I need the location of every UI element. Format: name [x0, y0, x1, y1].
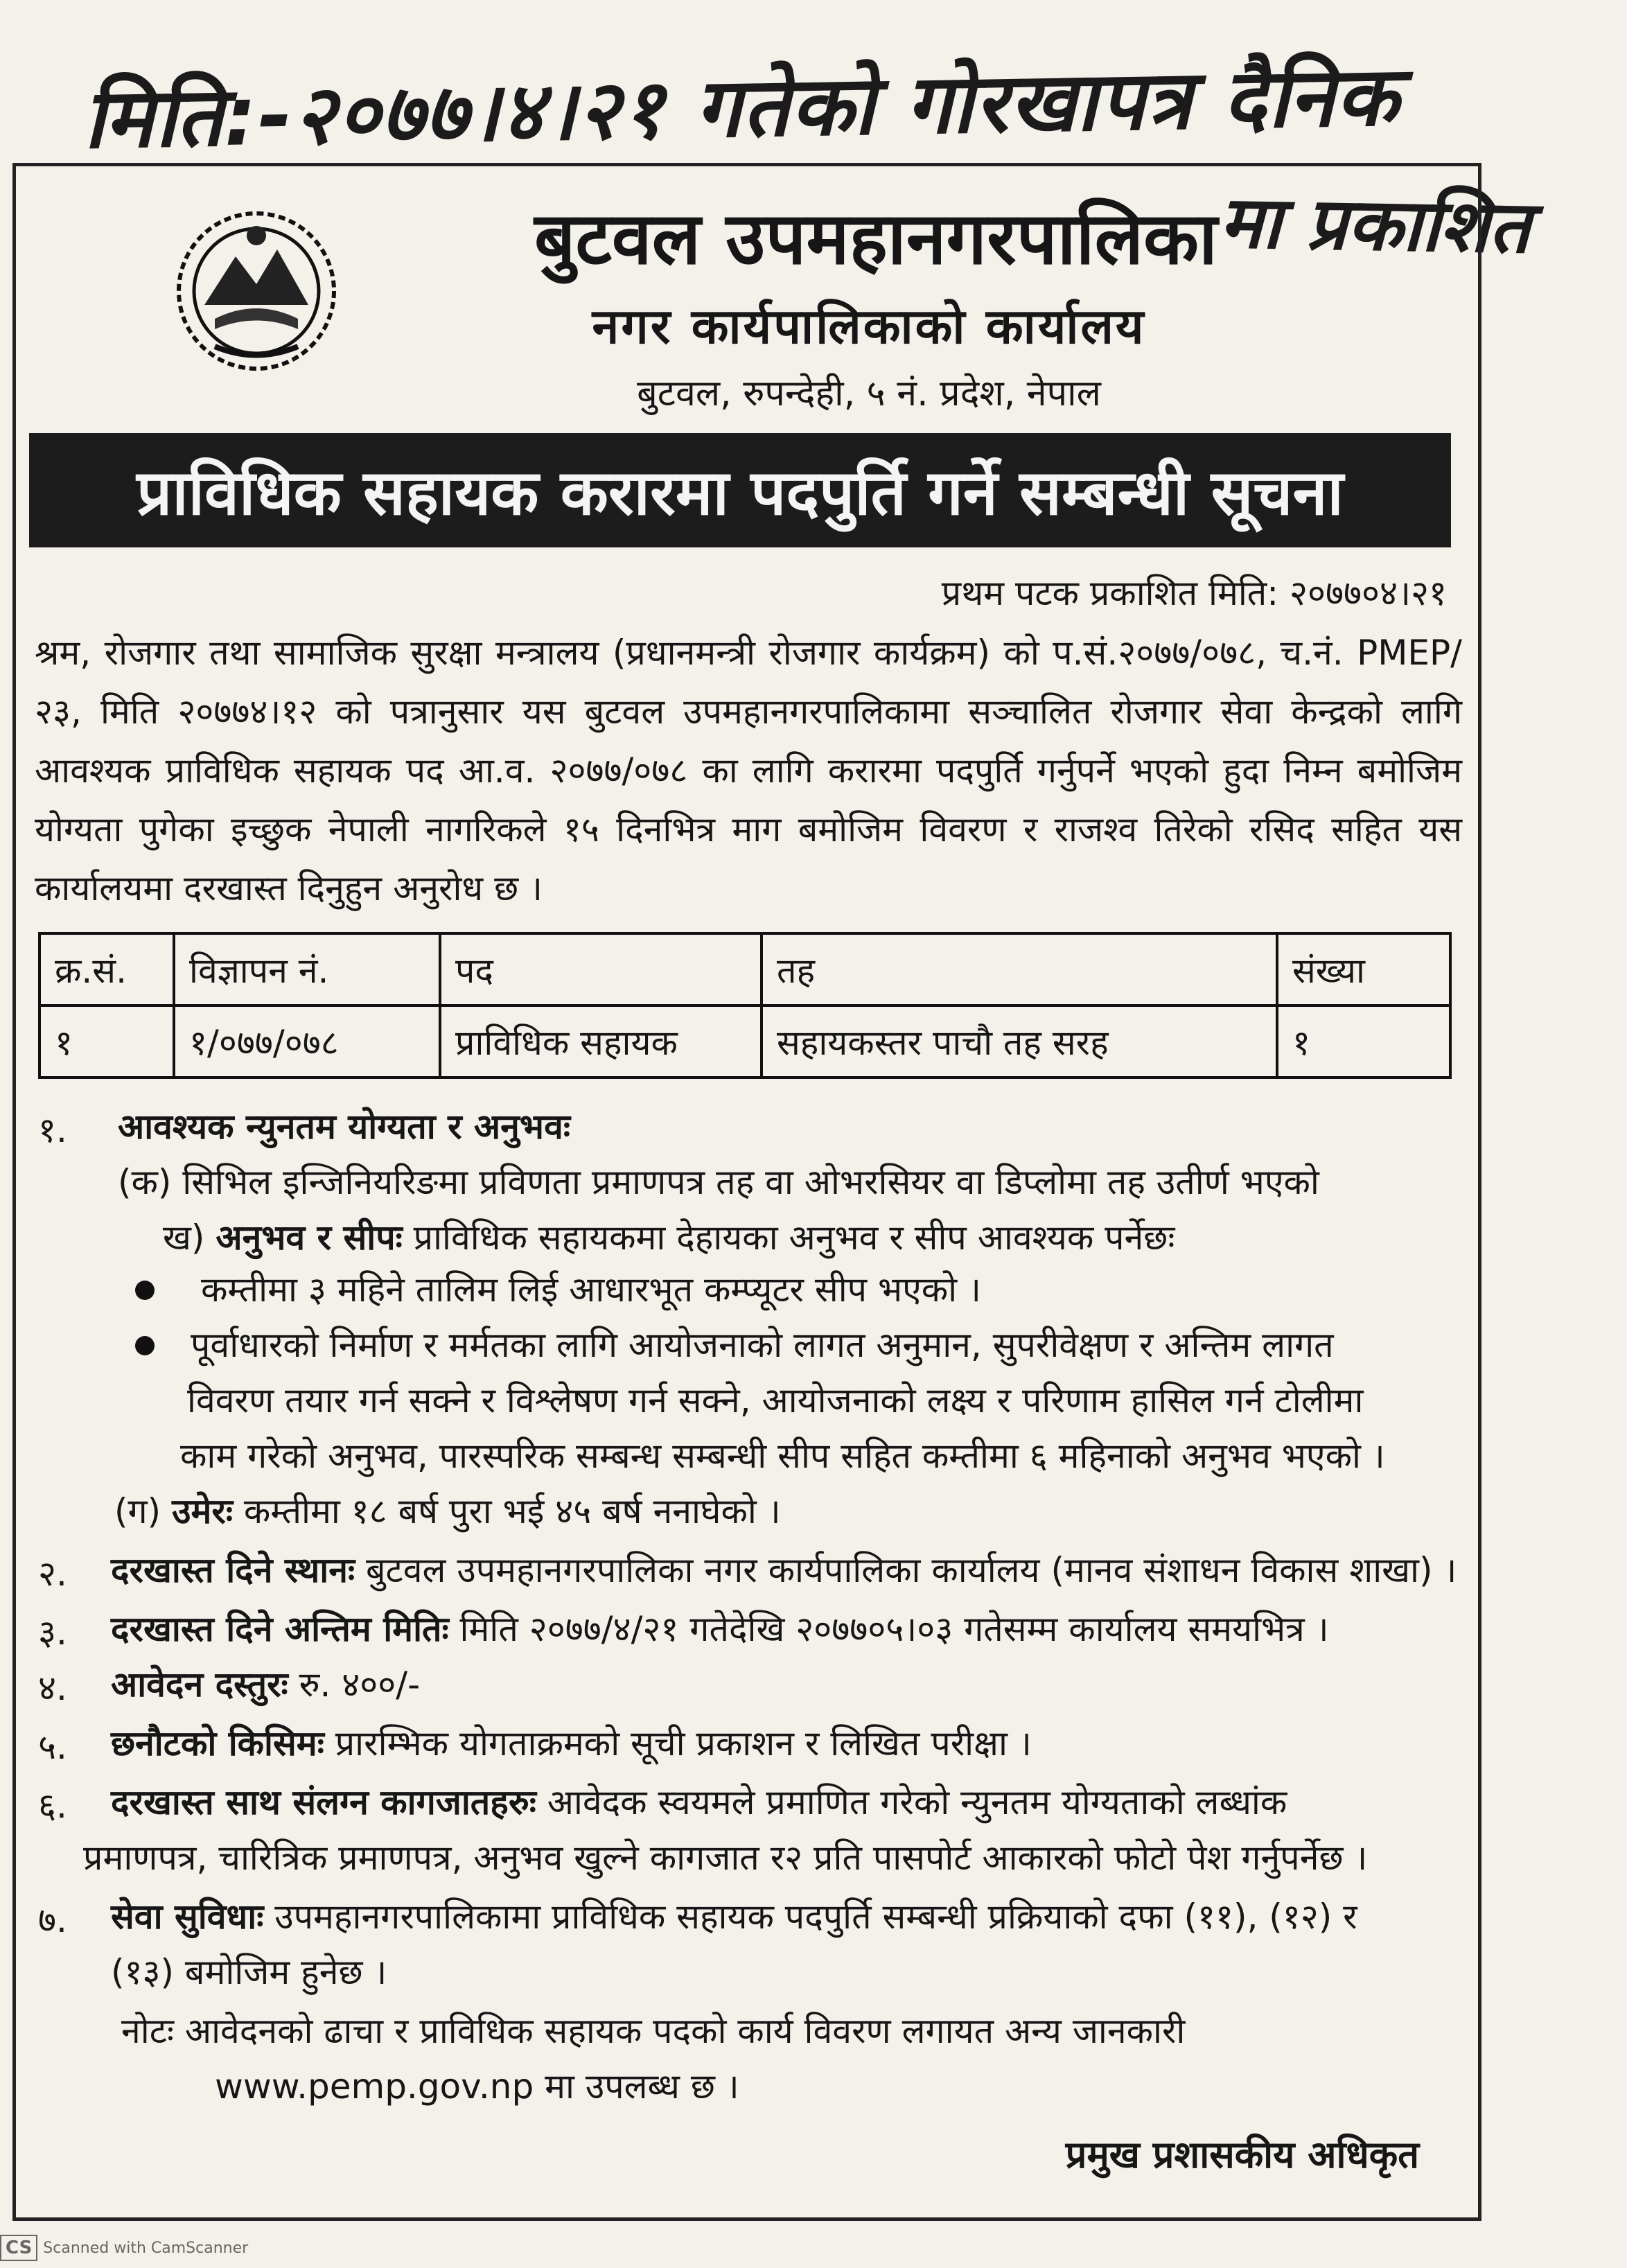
cell-post: प्राविधिक सहायक	[440, 1005, 762, 1078]
section-1b-bullet-2-line-2: विवरण तयार गर्न सक्ने र विश्लेषण गर्न सक्ने, आयोजनाको लक्ष्य र परिणाम हासिल गर्न टोलीमा	[187, 1380, 1364, 1421]
notice-title-banner	[29, 433, 1451, 547]
section-6-title: दरखास्त साथ संलग्न कागजातहरुः	[111, 1782, 536, 1822]
section-1b-title: अनुभव र सीपः	[216, 1217, 403, 1258]
section-5-text: प्रारम्भिक योगताक्रमको सूची प्रकाशन र लिखित परीक्षा ।	[335, 1723, 1032, 1764]
section-3-number: ३.	[38, 1612, 67, 1653]
vacancy-table	[38, 932, 1452, 1079]
intro-paragraph: श्रम, रोजगार तथा सामाजिक सुरक्षा मन्त्रालय (प्रधानमन्त्री रोजगार कार्यक्रम) को प.सं.२०७७/०७८, च.नं. PMEP/२३, मिति २०७७४।१२ को पत्रानुसार यस बुटवल उपमहानगरपालिकामा सञ्चालित रोजगार सेवा केन्द्रको लागि आवश्यक प्राविधिक सहायक पद आ.व. २०७७/०७८ का लागि करारमा पदपुर्ति गर्नुपर्ने भएको हुदा निम्न बमोजिम योग्यता पुगेका इच्छुक नेपाली नागरिकले १५ दिनभित्र माग बमोजिम विवरण र राजश्व तिरेको रसिद सहित यस कार्यालयमा दरखास्त दिनुहुन अनुरोध छ ।	[35, 633, 1462, 908]
section-6	[111, 1781, 1287, 1824]
note-line-1: नोटः आवेदनको ढाचा र प्राविधिक सहायक पदको कार्य विवरण लगायत अन्य जानकारी	[121, 2011, 1186, 2051]
notice-title: प्राविधिक सहायक करारमा पदपुर्ति गर्ने सम्बन्धी सूचना	[137, 456, 1344, 529]
section-7-text-line-2: (१३) बमोजिम हुनेछ ।	[111, 1952, 387, 1992]
section-1-title-text: आवश्यक न्युनतम योग्यता र अनुभवः	[118, 1107, 570, 1147]
section-4-text: रु. ४००/-	[299, 1664, 421, 1705]
cell-serial: १	[39, 1005, 174, 1078]
section-2-number: २.	[38, 1554, 67, 1594]
section-4	[111, 1663, 420, 1706]
section-1-number: १.	[38, 1110, 67, 1150]
section-7	[111, 1895, 1357, 1938]
note-line-2: www.pemp.gov.np मा उपलब्ध छ ।	[215, 2066, 739, 2107]
cell-level: सहायकस्तर पाचौ तह सरह	[762, 1005, 1277, 1078]
section-2	[111, 1549, 1457, 1592]
col-serial: क्र.सं.	[39, 933, 174, 1005]
handwritten-date-note: मिति:-२०७७।४।२१ गतेको गोरखापत्र दैनिक	[82, 48, 1401, 167]
col-post: पद	[440, 933, 762, 1005]
cell-count: १	[1277, 1005, 1450, 1078]
municipality-name: बुटवल उपमहानगरपालिका	[534, 196, 1217, 281]
section-1b-label: ख)	[163, 1217, 205, 1258]
bullet-icon	[135, 1281, 155, 1300]
col-level: तह	[762, 933, 1277, 1005]
section-3-text: मिति २०७७/४/२१ गतेदेखि २०७७०५।०३ गतेसम्म कार्यालय समयभित्र ।	[459, 1609, 1329, 1649]
section-1b-bullet-1: कम्तीमा ३ महिने तालिम लिई आधारभूत कम्प्यूटर सीप भएको ।	[201, 1269, 981, 1310]
section-5	[111, 1722, 1032, 1765]
col-count: संख्या	[1277, 933, 1450, 1005]
table-header-row	[39, 933, 1450, 1005]
section-7-number: ७.	[38, 1900, 67, 1940]
scanner-watermark	[0, 2235, 248, 2261]
section-1c-label: (ग)	[114, 1491, 161, 1531]
section-6-text-line-1: आवेदक स्वयमले प्रमाणित गरेको न्युनतम योग्यताको लब्धांक	[547, 1782, 1287, 1822]
section-5-title: छनौटको किसिमः	[111, 1723, 324, 1764]
cell-ad-number: १/०७७/०७८	[174, 1005, 440, 1078]
section-1c-title: उमेरः	[172, 1491, 233, 1531]
section-7-text-line-1: उपमहानगरपालिकामा प्राविधिक सहायक पदपुर्ति सम्बन्धी प्रक्रियाको दफा (११), (१२) र	[274, 1897, 1357, 1937]
section-1b-text: प्राविधिक सहायकमा देहायका अनुभव र सीप आवश्यक पर्नेछः	[413, 1217, 1175, 1258]
section-2-text: बुटवल उपमहानगरपालिका नगर कार्यपालिका कार्यालय (मानव संशाधन विकास शाखा) ।	[365, 1550, 1457, 1590]
signature-title: प्रमुख प्रशासकीय अधिकृत	[1065, 2133, 1419, 2177]
scanner-text: Scanned with CamScanner	[43, 2239, 249, 2257]
section-4-number: ४.	[38, 1668, 67, 1708]
office-name: नगर कार्यपालिकाको कार्यालय	[592, 298, 1146, 355]
col-ad-number: विज्ञापन नं.	[174, 933, 440, 1005]
section-1c	[114, 1490, 781, 1533]
section-2-title: दरखास्त दिने स्थानः	[111, 1550, 355, 1590]
section-4-title: आवेदन दस्तुरः	[111, 1664, 288, 1705]
section-7-title: सेवा सुविधाः	[111, 1897, 264, 1937]
section-3	[111, 1608, 1329, 1651]
section-5-number: ५.	[38, 1727, 67, 1767]
section-1b-bullet-2-line-3: काम गरेको अनुभव, पारस्परिक सम्बन्ध सम्बन्धी सीप सहित कम्तीमा ६ महिनाको अनुभव भएको ।	[180, 1436, 1385, 1476]
section-1a: (क) सिभिल इन्जिनियरिङमा प्रविणता प्रमाणपत्र तह वा ओभरसियर वा डिप्लोमा तह उतीर्ण भएको	[118, 1162, 1319, 1202]
handwritten-published-note: मा प्रकाशित	[1218, 179, 1531, 270]
section-6-number: ६.	[38, 1786, 67, 1826]
publication-date: प्रथम पटक प्रकाशित मिति: २०७७०४।२१	[941, 573, 1447, 613]
section-1c-text: कम्तीमा १८ बर्ष पुरा भई ४५ बर्ष ननाघेको ।	[243, 1491, 781, 1531]
section-1-title	[118, 1105, 570, 1148]
table-row	[39, 1005, 1450, 1078]
section-1b	[163, 1216, 1175, 1259]
section-3-title: दरखास्त दिने अन्तिम मितिः	[111, 1609, 449, 1649]
section-6-text-line-2: प्रमाणपत्र, चारित्रिक प्रमाणपत्र, अनुभव खुल्ने कागजात र२ प्रति पासपोर्ट आकारको फोटो पेश गर्नुपर्नेछ ।	[83, 1838, 1368, 1878]
section-1b-bullet-2-line-1: पूर्वाधारको निर्माण र मर्मतका लागि आयोजनाको लागत अनुमान, सुपरीवेक्षण र अन्तिम लागत	[191, 1325, 1334, 1365]
scanner-badge: CS	[0, 2235, 37, 2261]
office-address: बुटवल, रुपन्देही, ५ नं. प्रदेश, नेपाल	[637, 373, 1101, 414]
bullet-icon	[135, 1336, 155, 1355]
